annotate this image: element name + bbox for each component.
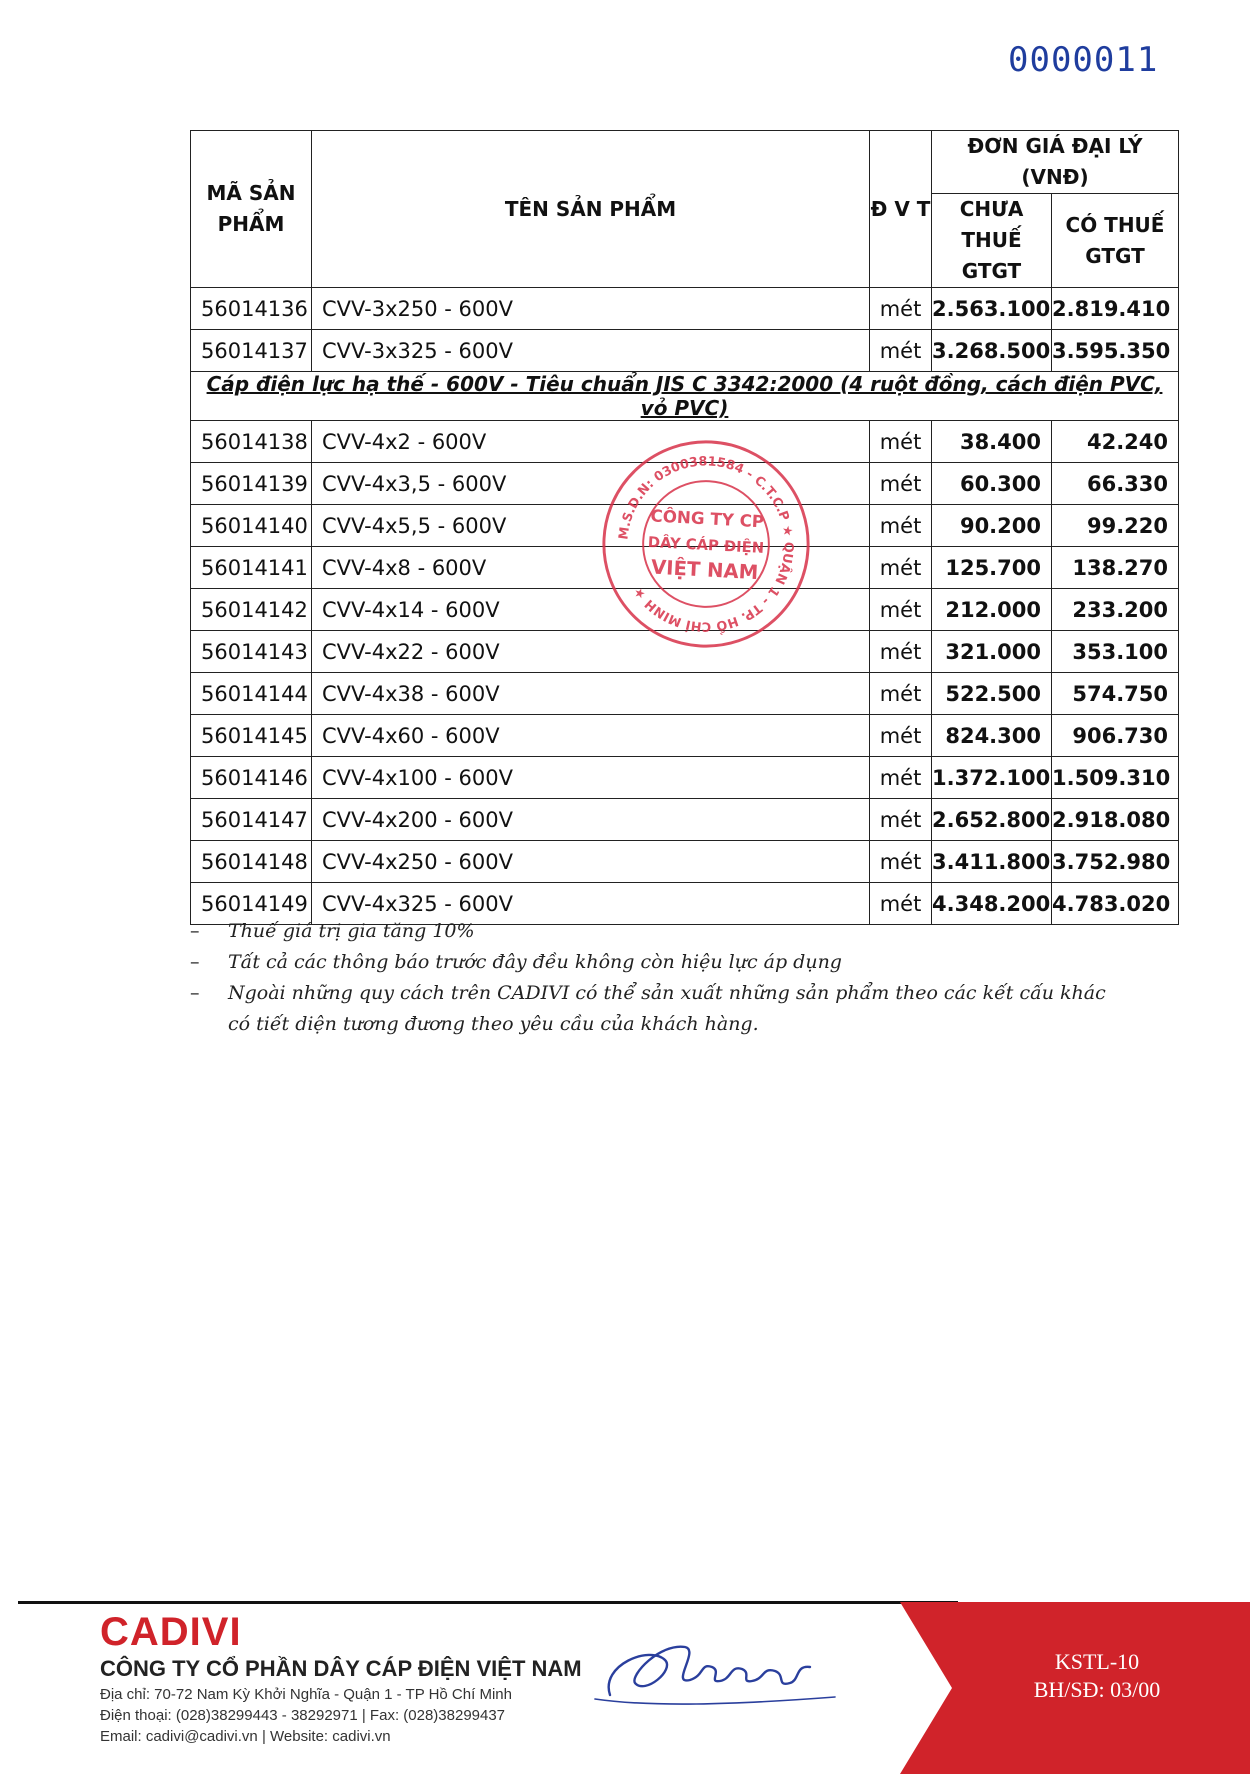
handwritten-signature: [590, 1625, 840, 1715]
table-row: [191, 673, 1179, 715]
price-no-vat-cell: 212.000: [932, 589, 1052, 631]
unit-cell: mét: [870, 288, 932, 330]
rows-top-group: [191, 288, 1179, 372]
price-no-vat-cell: 125.700: [932, 547, 1052, 589]
footer-contact-info: [100, 1684, 512, 1747]
unit-cell: mét: [870, 841, 932, 883]
table-row: [191, 841, 1179, 883]
price-with-vat-cell: 3.595.350: [1052, 330, 1179, 372]
product-code-cell: 56014147: [191, 799, 312, 841]
unit-cell: mét: [870, 421, 932, 463]
form-code-id: KSTL-10: [1054, 1649, 1140, 1674]
price-with-vat-cell: 99.220: [1052, 505, 1179, 547]
note-item: [190, 916, 1120, 947]
table-row: [191, 757, 1179, 799]
price-with-vat-cell: 233.200: [1052, 589, 1179, 631]
note-text: Thuế giá trị gia tăng 10%: [228, 920, 475, 942]
table-row: [191, 799, 1179, 841]
footer-email: Email: cadivi@cadivi.vn | Website: cadivi.vn: [100, 1728, 391, 1745]
unit-cell: mét: [870, 799, 932, 841]
unit-cell: mét: [870, 715, 932, 757]
table-row: [191, 330, 1179, 372]
price-with-vat-cell: 2.819.410: [1052, 288, 1179, 330]
price-no-vat-cell: 38.400: [932, 421, 1052, 463]
unit-cell: mét: [870, 463, 932, 505]
product-code-cell: 56014148: [191, 841, 312, 883]
note-bullet: –: [190, 951, 200, 973]
note-item: [190, 978, 1120, 1040]
product-code-cell: 56014144: [191, 673, 312, 715]
unit-cell: mét: [870, 589, 932, 631]
price-no-vat-cell: 824.300: [932, 715, 1052, 757]
seal-line-1: CÔNG TY CP: [650, 506, 765, 532]
unit-cell: mét: [870, 505, 932, 547]
product-name-cell: CVV-4x2 - 600V: [312, 421, 870, 463]
price-with-vat-cell: 574.750: [1052, 673, 1179, 715]
price-no-vat-cell: 321.000: [932, 631, 1052, 673]
footer-phone: Điện thoại: (028)38299443 - 38292971 | Fax: (028)38299437: [100, 1707, 506, 1724]
product-code-cell: 56014145: [191, 715, 312, 757]
price-table-header: [191, 131, 1179, 288]
price-no-vat-cell: 522.500: [932, 673, 1052, 715]
note-text: Ngoài những quy cách trên CADIVI có thể sản xuất những sản phẩm theo các kết cấu khác có tiết diện tương đương theo yêu cầu của khách hàng.: [228, 982, 1106, 1035]
product-name-cell: CVV-4x3,5 - 600V: [312, 463, 870, 505]
product-code-cell: 56014139: [191, 463, 312, 505]
product-code-cell: 56014149: [191, 883, 312, 925]
price-no-vat-cell: 3.411.800: [932, 841, 1052, 883]
footer-company-name: CÔNG TY CỔ PHẦN DÂY CÁP ĐIỆN VIỆT NAM: [100, 1656, 582, 1681]
footer-address: Địa chỉ: 70-72 Nam Kỳ Khởi Nghĩa - Quận 1 - TP Hồ Chí Minh: [100, 1686, 512, 1703]
footer-brand-logo: CADIVI: [100, 1610, 242, 1654]
product-code-cell: 56014141: [191, 547, 312, 589]
product-code-cell: 56014140: [191, 505, 312, 547]
table-row: [191, 715, 1179, 757]
unit-cell: mét: [870, 547, 932, 589]
price-with-vat-cell: 4.783.020: [1052, 883, 1179, 925]
price-no-vat-cell: 60.300: [932, 463, 1052, 505]
product-name-cell: CVV-4x325 - 600V: [312, 883, 870, 925]
price-with-vat-cell: 66.330: [1052, 463, 1179, 505]
product-name-cell: CVV-4x38 - 600V: [312, 673, 870, 715]
note-bullet: –: [190, 982, 200, 1004]
header-product-name: TÊN SẢN PHẨM: [312, 131, 870, 288]
price-with-vat-cell: 3.752.980: [1052, 841, 1179, 883]
product-name-cell: CVV-4x14 - 600V: [312, 589, 870, 631]
price-no-vat-cell: 4.348.200: [932, 883, 1052, 925]
unit-cell: mét: [870, 673, 932, 715]
price-no-vat-cell: 2.563.100: [932, 288, 1052, 330]
product-name-cell: CVV-4x8 - 600V: [312, 547, 870, 589]
note-bullet: –: [190, 920, 200, 942]
header-price-no-vat: CHƯA THUẾ GTGT: [932, 194, 1052, 288]
note-text: Tất cả các thông báo trước đây đều không còn hiệu lực áp dụng: [228, 951, 842, 973]
seal-line-2: DÂY CÁP ĐIỆN: [647, 533, 765, 557]
header-product-code: MÃ SẢN PHẨM: [191, 131, 312, 288]
product-code-cell: 56014137: [191, 330, 312, 372]
product-name-cell: CVV-4x60 - 600V: [312, 715, 870, 757]
footer-form-code: [1022, 1648, 1172, 1704]
document-number: 0000011: [1008, 40, 1159, 80]
seal-ring-text: M.S.D.N: 0300381584 - C.T.C.P ★ QUẬN 1 - TP. HỒ CHÍ MINH ★: [616, 454, 796, 634]
notes-list: [190, 916, 1120, 1040]
product-code-cell: 56014138: [191, 421, 312, 463]
price-with-vat-cell: 42.240: [1052, 421, 1179, 463]
product-name-cell: CVV-4x5,5 - 600V: [312, 505, 870, 547]
price-no-vat-cell: 1.372.100: [932, 757, 1052, 799]
price-no-vat-cell: 3.268.500: [932, 330, 1052, 372]
price-no-vat-cell: 2.652.800: [932, 799, 1052, 841]
product-name-cell: CVV-3x250 - 600V: [312, 288, 870, 330]
product-name-cell: CVV-3x325 - 600V: [312, 330, 870, 372]
unit-cell: mét: [870, 883, 932, 925]
section-group: [191, 372, 1179, 421]
footer-divider: [18, 1601, 958, 1604]
product-code-cell: 56014136: [191, 288, 312, 330]
unit-cell: mét: [870, 631, 932, 673]
product-name-cell: CVV-4x22 - 600V: [312, 631, 870, 673]
form-revision: BH/SĐ: 03/00: [1033, 1677, 1161, 1702]
seal-line-3: VIỆT NAM: [650, 555, 759, 585]
product-code-cell: 56014146: [191, 757, 312, 799]
product-code-cell: 56014143: [191, 631, 312, 673]
company-seal: [592, 430, 819, 657]
unit-cell: mét: [870, 330, 932, 372]
price-with-vat-cell: 2.918.080: [1052, 799, 1179, 841]
price-no-vat-cell: 90.200: [932, 505, 1052, 547]
price-with-vat-cell: 1.509.310: [1052, 757, 1179, 799]
product-name-cell: CVV-4x100 - 600V: [312, 757, 870, 799]
product-name-cell: CVV-4x200 - 600V: [312, 799, 870, 841]
unit-cell: mét: [870, 757, 932, 799]
product-name-cell: CVV-4x250 - 600V: [312, 841, 870, 883]
header-dealer-price: ĐƠN GIÁ ĐẠI LÝ (VNĐ): [932, 131, 1179, 194]
price-with-vat-cell: 353.100: [1052, 631, 1179, 673]
header-price-with-vat: CÓ THUẾ GTGT: [1052, 194, 1179, 288]
note-item: [190, 947, 1120, 978]
table-row: [191, 288, 1179, 330]
price-with-vat-cell: 906.730: [1052, 715, 1179, 757]
section-title: Cáp điện lực hạ thế - 600V - Tiêu chuẩn JIS C 3342:2000 (4 ruột đồng, cách điện PVC, vỏ PVC): [191, 372, 1179, 421]
price-with-vat-cell: 138.270: [1052, 547, 1179, 589]
header-unit: Đ V T: [870, 131, 932, 288]
product-code-cell: 56014142: [191, 589, 312, 631]
